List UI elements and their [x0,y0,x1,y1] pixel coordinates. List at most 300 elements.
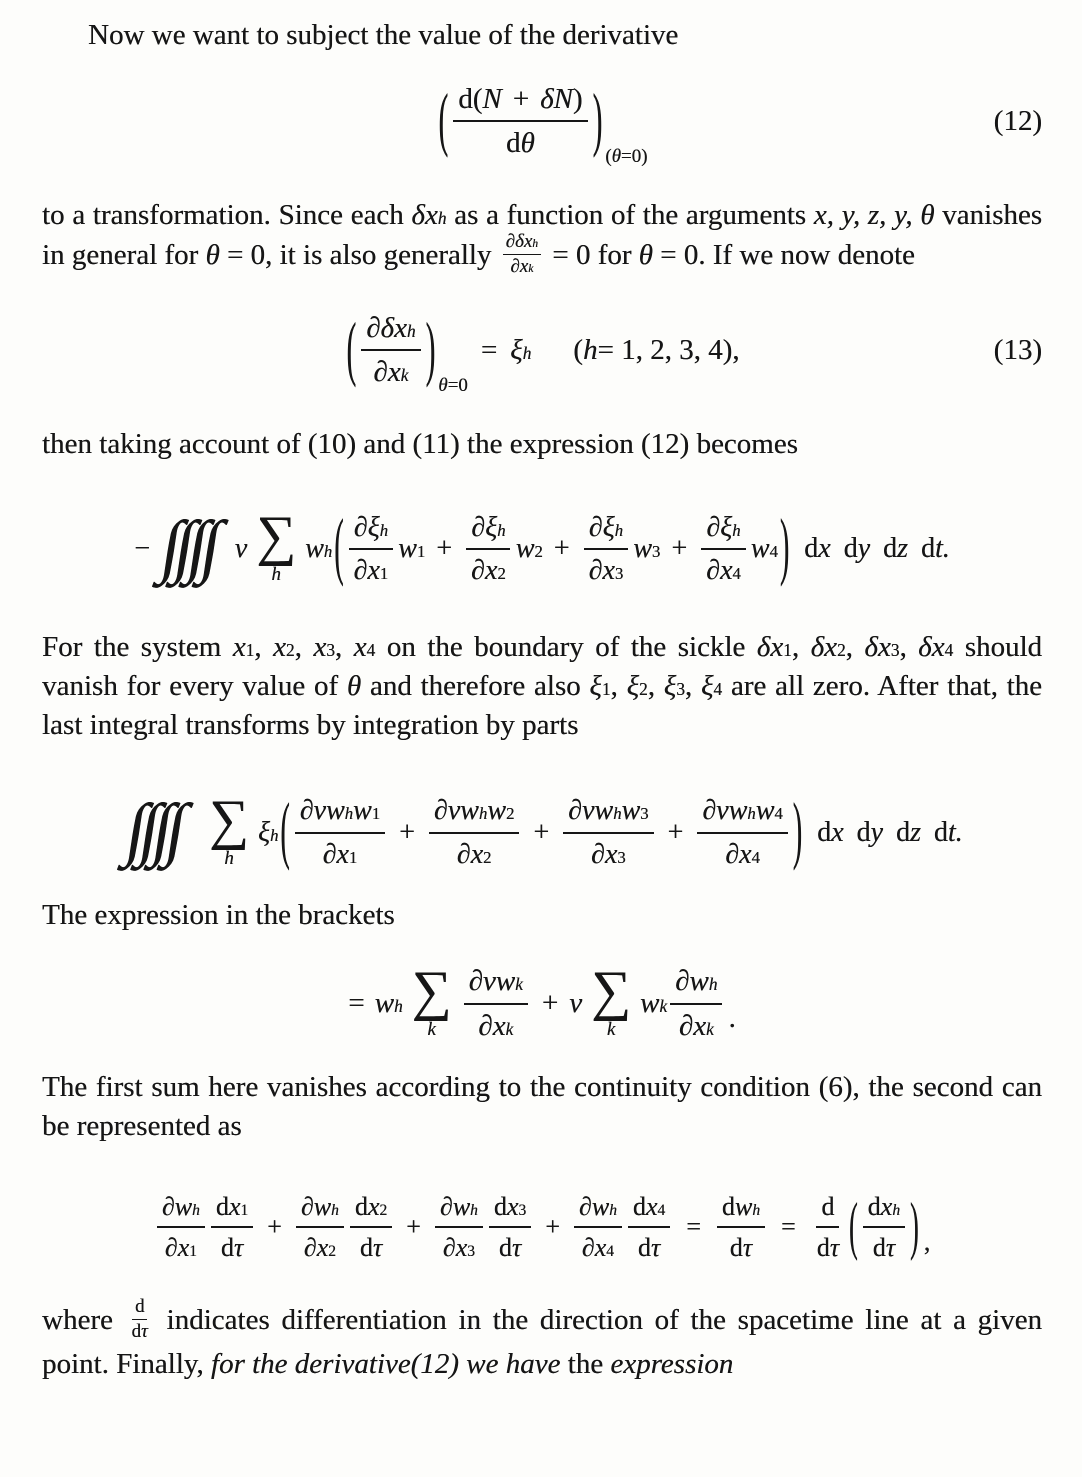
italic-phrase: for the derivative(12) we have [210,1348,561,1381]
fraction-term [466,512,511,587]
equals-operator: = [686,1212,701,1242]
summation [256,505,297,586]
differential [934,817,963,849]
math-token: t. [934,533,950,565]
fraction-term [697,795,787,870]
paragraph-text: to a transformation. Since each [42,198,412,231]
subscript: h [892,1202,901,1220]
frac-numerator [574,1192,622,1228]
paragraph-text: then taking account of (10) and (11) the expression (12) becomes [42,427,798,460]
math-token: d [872,1233,886,1263]
math-token: x [818,533,831,565]
subscript: 2 [328,1243,336,1261]
summation [209,788,249,869]
math-token: τ [885,1233,895,1263]
math-token: ∂νw [702,795,748,827]
subscript: k [706,1018,714,1039]
frac-denominator [129,1320,151,1342]
period: . [728,1002,736,1035]
subscript: 3 [640,804,649,824]
math-token: ∂x [303,1233,329,1263]
frac-denominator [701,550,746,586]
equation-12 [42,81,1042,168]
frac-denominator [299,1228,341,1262]
math-token: ∂x [510,255,529,277]
frac-numerator [429,795,519,833]
nu-symbol: ν [569,987,583,1020]
math-token: θ [520,127,535,160]
paragraph-intro [42,16,1042,55]
frac-numerator [211,1192,253,1228]
math-token: ∂ξ [471,511,498,543]
paragraph-text: Now we want to subject the value of the derivative [88,19,679,51]
argument-list: x, y, z, y, θ [813,198,935,231]
math-token: w [621,795,641,827]
equals-operator: = [781,1212,796,1242]
math-token: d [804,533,819,565]
frac-numerator [157,1192,205,1228]
math-token: ξ [510,333,523,366]
math-token: d [883,533,898,565]
subscript: k [505,1018,514,1039]
subscript: 4 [944,640,954,661]
sigma-glyph: ∑ [411,959,452,1022]
fraction-term [429,795,519,870]
w-factor [751,533,778,565]
inline-partial-fraction [503,232,541,277]
x-1 [233,628,255,667]
evaluation-subscript [605,146,647,168]
equals-operator: = [480,333,498,366]
math-token: w [734,1192,753,1222]
subscript: h [470,1202,478,1220]
math-token: τ [141,1321,148,1343]
subscript: 4 [751,847,760,867]
differential [921,533,950,565]
subscript: 1 [245,640,255,661]
math-token: ∂x [588,555,615,587]
math-token: = 1, 2, 3, 4), [597,333,740,366]
frac-denominator [349,550,394,586]
math-token: ∂νw [568,795,614,827]
subscript: h [747,804,756,824]
quadruple-integral: ∫∫∫∫ [121,791,187,869]
frac-denominator [452,834,497,870]
frac-denominator [584,550,629,586]
subscript: 2 [379,1202,388,1220]
delta-x-h [411,196,446,235]
subscript: 1 [416,542,426,562]
subscript: h [406,320,416,341]
frac-numerator [453,83,587,122]
math-token: ξ [589,670,602,703]
plus-operator: + [545,1212,560,1242]
xi-h [510,334,531,367]
subscript: 3 [518,1202,527,1220]
subscript: h [532,237,538,250]
frac-numerator [464,965,528,1004]
fraction-term [350,1192,392,1262]
fraction-term [296,1192,344,1262]
math-token: τ [742,1233,753,1263]
differential [883,533,908,565]
math-token: d [632,1192,646,1222]
frac-denominator [868,1228,900,1262]
paragraph-conclusion [42,1296,1042,1384]
frac-denominator [720,834,765,870]
math-token: ∂x [353,555,380,587]
w-factor [516,533,543,565]
delta-x-2 [811,628,846,667]
subscript: 1 [379,564,389,584]
x-3 [313,628,335,667]
plus-operator: + [512,83,530,115]
differential [844,533,870,565]
right-paren: ) [792,789,803,874]
differential [804,533,830,565]
delta-x-4 [918,628,953,667]
partial-fraction [361,312,420,389]
math-token: ∂x [322,838,349,870]
frac-numerator [489,1192,531,1228]
frac-denominator [812,1228,844,1262]
frac-numerator [670,965,722,1004]
math-token: d [506,127,521,160]
math-token: w [515,533,535,565]
math-token: y [857,533,871,565]
comma: , [845,631,865,664]
comma: , [610,670,627,703]
subscript: 2 [483,847,492,867]
subscript: h [732,520,741,540]
math-token: x [313,631,327,664]
sum-index: k [606,1018,616,1040]
frac-denominator [633,1228,665,1262]
subscript: h [522,342,532,363]
math-token: ∂x [478,1009,506,1042]
math-token: d [867,1192,881,1222]
frac-denominator [586,834,631,870]
theta-symbol: θ [346,670,362,703]
subscript: h [323,542,333,562]
left-paren: ( [849,1189,858,1263]
paragraph-boundary [42,628,1042,745]
math-token: ∂ξ [706,511,733,543]
fraction-term [574,1192,622,1262]
math-token: x [273,631,286,664]
subscript: h [344,804,354,824]
math-token: d [843,533,858,565]
right-paren: ) [779,505,790,590]
math-token: ∂x [678,1009,707,1042]
math-token: τ [650,1233,661,1263]
equation-bracket-expansion [42,959,1042,1042]
subscript: k [400,365,409,386]
xi-4 [701,667,722,706]
subscript: 4 [606,1243,614,1261]
subscript: h [478,804,488,824]
math-token: d( [458,83,483,115]
subscript: 3 [676,679,685,700]
math-token: d [920,533,935,565]
math-token: τ [829,1233,839,1263]
subscript: 2 [836,640,846,661]
fraction-term [717,1192,765,1262]
subscript: 1 [189,1243,197,1261]
paragraph-text: = 0. If we now denote [652,239,915,272]
paragraph-text: as a function of the arguments [446,198,814,231]
fraction-term [863,1192,905,1262]
math-token: ∂w [675,965,709,998]
math-token: x [645,1192,658,1222]
paragraph-brackets [42,896,1042,935]
frac-numerator [435,1192,483,1228]
math-token: ξ [626,670,640,703]
paragraph-text: should vanish for every value of [42,631,1043,703]
differential [817,817,843,849]
math-token: ∂x [581,1233,607,1263]
subscript: 1 [371,804,381,824]
math-token: ∂x [706,555,733,587]
xi-h [258,817,278,849]
paragraph-text: vanishes in general for [42,198,1043,272]
comma: , [647,670,664,703]
math-token: w [487,795,506,827]
comma: , [899,631,919,664]
fraction-term [584,512,629,587]
subscript: h [609,1202,617,1220]
subscript: 4 [769,542,778,562]
frac-numerator [296,1192,344,1228]
frac-numerator [628,1192,670,1228]
frac-numerator [361,312,420,351]
plus-operator: + [541,987,559,1020]
math-token: ξ [663,670,677,703]
fraction-term [211,1192,253,1262]
math-token: ∂ξ [588,511,615,543]
paragraph-text: = 0 for [544,239,639,272]
equation-integration-by-parts [42,788,1042,874]
frac-denominator [473,1005,518,1042]
left-paren: ( [334,505,344,590]
math-token: ∂δx [366,311,407,344]
subscript: h [393,996,403,1017]
delta-x-3 [864,628,899,667]
right-paren: ) [592,81,603,160]
subscript: 3 [326,640,335,661]
math-token: δx [918,631,945,664]
math-token: t. [947,816,963,848]
math-token: ∂δx [505,230,533,252]
math-token: τ [372,1233,383,1263]
frac-denominator [438,1228,480,1262]
math-token: d [895,816,910,848]
math-token: w [640,987,660,1020]
subscript: h [379,520,388,540]
plus-operator: + [406,1212,421,1242]
math-token: ∂ξ [353,511,380,543]
right-paren: ) [910,1189,919,1263]
w-h [375,987,403,1020]
math-token: ∂νw [433,795,479,827]
math-token: w [353,795,372,827]
w-k [640,987,667,1020]
summation [411,959,452,1040]
math-token: δx [756,631,784,664]
frac-denominator [355,1228,387,1262]
subscript: h [437,207,447,228]
right-paren: ) [425,309,436,390]
fraction-term [464,965,528,1042]
math-token: d [215,1192,229,1222]
fraction-term [349,512,394,587]
math-token: y [870,816,883,848]
equation-number: (12) [993,104,1042,137]
subscript: h [613,804,622,824]
math-token: d [816,1233,830,1263]
frac-numerator [349,512,393,550]
equation-13 [42,309,1042,397]
fraction-term [812,1192,844,1262]
subscript: 2 [505,804,515,824]
fraction-term [489,1192,531,1262]
subscript: 3 [467,1243,475,1261]
math-token: ξ [700,670,714,703]
frac-numerator [466,512,510,550]
math-token: ∂νw [468,965,516,998]
math-token: ξ [257,816,270,848]
frac-denominator [160,1228,202,1262]
paragraph-text: and therefore also [361,670,590,703]
frac-denominator [368,351,413,388]
subscript: 2 [497,564,506,584]
math-token: d [821,1192,835,1222]
subscript: 2 [639,679,648,700]
math-token: δN [540,83,573,115]
math-token: x [353,631,367,664]
plus-operator: + [267,1212,282,1242]
paragraph-text: where [42,1304,125,1337]
math-token: ∂x [373,356,401,389]
math-token: ∂x [471,555,498,587]
plus-operator: + [671,533,688,565]
math-token: τ [511,1233,522,1263]
subscript: h [331,1202,339,1220]
frac-denominator [216,1228,248,1262]
xi-2 [627,667,648,706]
italic-phrase: expression [610,1348,734,1381]
sum-index: k [427,1018,436,1040]
math-token: ∂w [161,1192,193,1222]
comma: , [254,631,274,664]
differential [857,817,883,849]
math-token: w [755,795,775,827]
fraction-term [157,1192,205,1262]
frac-numerator [350,1192,392,1228]
plus-operator: + [436,533,453,565]
xi-1 [589,667,610,706]
subscript: k [528,262,534,275]
fraction-term [435,1192,483,1262]
fraction-term [295,795,385,870]
differential [896,817,921,849]
math-token: d [729,1233,743,1263]
subscript: 1 [240,1202,249,1220]
math-token: ∂w [300,1192,332,1222]
subscript: h [752,1202,761,1220]
math-token: N [482,83,502,115]
math-token: d [359,1233,373,1263]
subscript: 4 [713,679,723,700]
frac-numerator [584,512,628,550]
comma: , [334,631,354,664]
math-token: δx [864,631,891,664]
math-token: h [582,333,598,366]
frac-numerator [503,232,541,255]
frac-numerator [563,795,653,833]
frac-numerator [816,1192,839,1228]
math-token: d [933,816,948,848]
w-h [305,533,332,565]
math-token: d [817,816,832,848]
paragraph-text: indicates differentiation in the direction of the spacetime line at a given point. Finally, [42,1304,1042,1381]
math-token: ∂x [725,838,752,870]
frac-denominator [501,122,540,159]
paragraph-text: For the system [42,631,233,664]
minus-operator: − [134,533,151,565]
math-token: δx [411,198,438,231]
frac-denominator [494,1228,526,1262]
math-token: =0 [447,375,468,397]
left-paren: ( [346,309,357,390]
math-token: d [220,1233,234,1263]
math-token: x [228,1192,241,1222]
frac-denominator [577,1228,619,1262]
paragraph-text: the [560,1348,611,1381]
math-token: ) [572,83,583,115]
math-token: d [637,1233,651,1263]
subscript: 3 [617,847,626,867]
paragraph-text: The first sum here vanishes according to the continuity condition (6), the second can be represented as [42,1071,1042,1143]
math-token: ∂w [439,1192,471,1222]
inline-d-dtau-fraction [129,1297,151,1342]
subscript: h [614,520,624,540]
paragraph-continuity [42,1068,1042,1146]
math-token: ∂x [442,1233,468,1263]
left-paren: ( [280,789,290,874]
frac-numerator [863,1192,905,1228]
fraction-term [670,965,722,1042]
frac-numerator [132,1297,148,1320]
paragraph-text: = 0, it is also generally [219,239,499,272]
plus-operator: + [399,816,415,848]
xi-3 [664,667,685,706]
subscript: 1 [783,640,792,661]
quadruple-integral: ∫∫∫∫ [155,507,221,585]
sum-index: h [271,564,281,586]
math-token: τ [233,1233,244,1263]
delta-x-1 [757,628,792,667]
math-token: d [856,816,871,848]
comma: , [684,670,701,703]
math-token: w [398,533,417,565]
subscript: h [269,825,279,845]
fraction-term [628,1192,670,1262]
math-token: d [498,1233,512,1263]
frac-numerator [701,512,745,550]
frac-denominator [507,255,536,277]
math-token: w [374,987,394,1020]
